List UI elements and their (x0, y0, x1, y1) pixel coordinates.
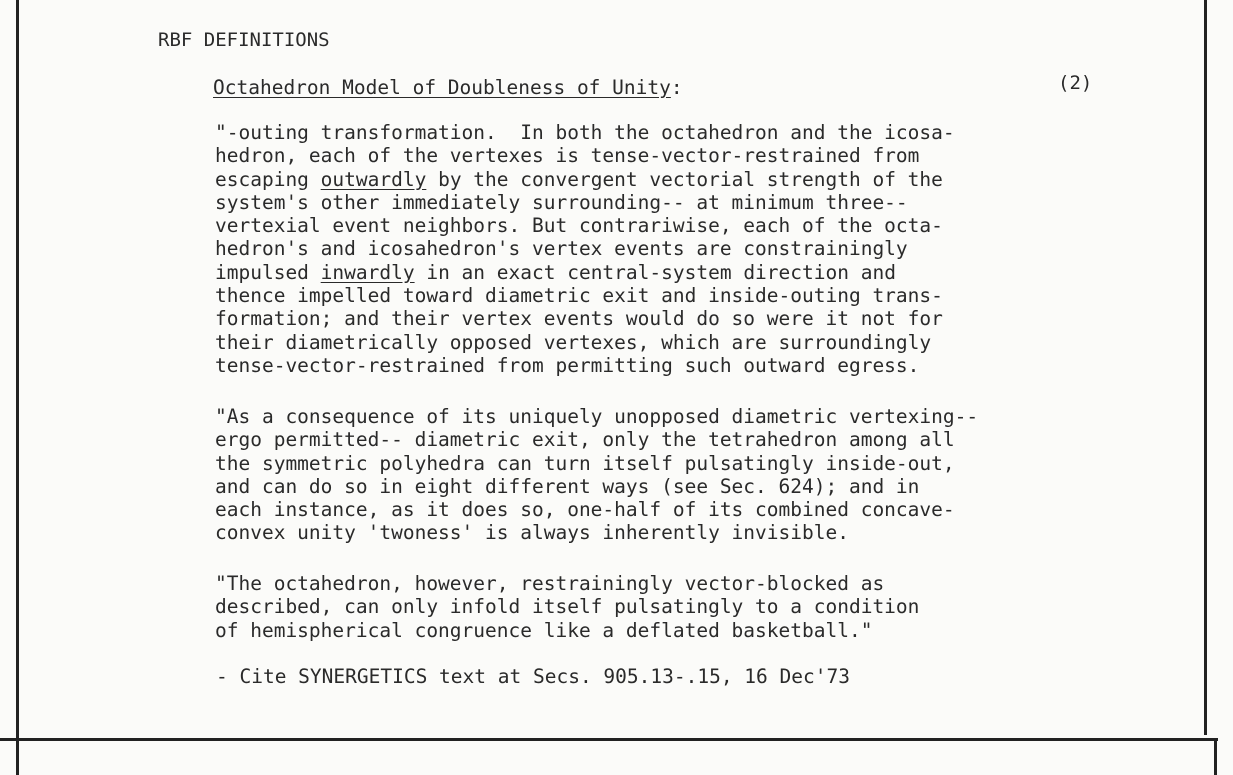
paragraph-line (215, 168, 955, 191)
paragraph-line: the symmetric polyhedra can turn itself pulsatingly inside-out, (215, 451, 955, 475)
line-segment: escaping (215, 167, 321, 191)
paragraph-line: system's other immediately surrounding-- at minimum three-- (215, 190, 908, 214)
paragraph-line: and can do so in eight different ways (see Sec. 624); and in (215, 474, 920, 498)
card-header: RBF DEFINITIONS (158, 29, 330, 51)
paragraph-line: "The octahedron, however, restrainingly vector-blocked as (215, 572, 885, 595)
definition-title-colon: : (670, 76, 683, 99)
paragraph-line: vertexial event neighbors. But contrariwise, each of the octa- (215, 214, 943, 238)
paragraph-3 (215, 572, 919, 642)
card-border-right (1204, 0, 1207, 735)
page-number: (2) (1058, 72, 1093, 94)
underlined-word: outwardly (320, 167, 427, 191)
citation: - Cite SYNERGETICS text at Secs. 905.13-.15, 16 Dec'73 (216, 665, 850, 688)
paragraph-line: thence impelled toward diametric exit and inside-outing trans- (215, 284, 943, 308)
underlined-word: inwardly (320, 260, 415, 284)
paragraph-line: formation; and their vertex events would do so were it not for (215, 307, 943, 331)
paragraph-line: their diametrically opposed vertexes, which are surroundingly (215, 330, 932, 354)
paragraph-line: convex unity 'twoness' is always inherently invisible. (215, 521, 849, 545)
paragraph-line: hedron, each of the vertexes is tense-vector-restrained from (215, 144, 920, 168)
paragraph-line: tense-vector-restrained from permitting such outward egress. (215, 353, 920, 377)
paragraph-line: "As a consequence of its uniquely unopposed diametric vertexing-- (215, 405, 979, 428)
card-border-right-lower (1214, 740, 1217, 775)
card-border-left (16, 0, 19, 775)
line-segment: impulsed (215, 260, 321, 284)
paragraph-line: hedron's and icosahedron's vertex events are constrainingly (215, 237, 908, 261)
paragraph-line: each instance, as it does so, one-half of its combined concave- (215, 498, 955, 522)
paragraph-2 (215, 405, 978, 545)
card-border-bottom (0, 738, 1218, 741)
paragraph-line: "-outing transformation. In both the octahedron and the icosa- (215, 121, 955, 144)
definition-title-text: Octahedron Model of Doubleness of Unity (213, 76, 671, 99)
paragraph-line (215, 261, 955, 284)
paragraph-line: described, can only infold itself pulsatingly to a condition (215, 595, 920, 619)
paragraph-1 (215, 121, 955, 377)
paragraph-line: of hemispherical congruence like a deflated basketball." (215, 618, 873, 642)
paragraph-line: ergo permitted-- diametric exit, only the tetrahedron among all (215, 428, 955, 452)
line-segment: by the convergent vectorial strength of the (426, 167, 943, 191)
definition-title (213, 76, 683, 99)
line-segment: in an exact central-system direction and (414, 260, 896, 284)
